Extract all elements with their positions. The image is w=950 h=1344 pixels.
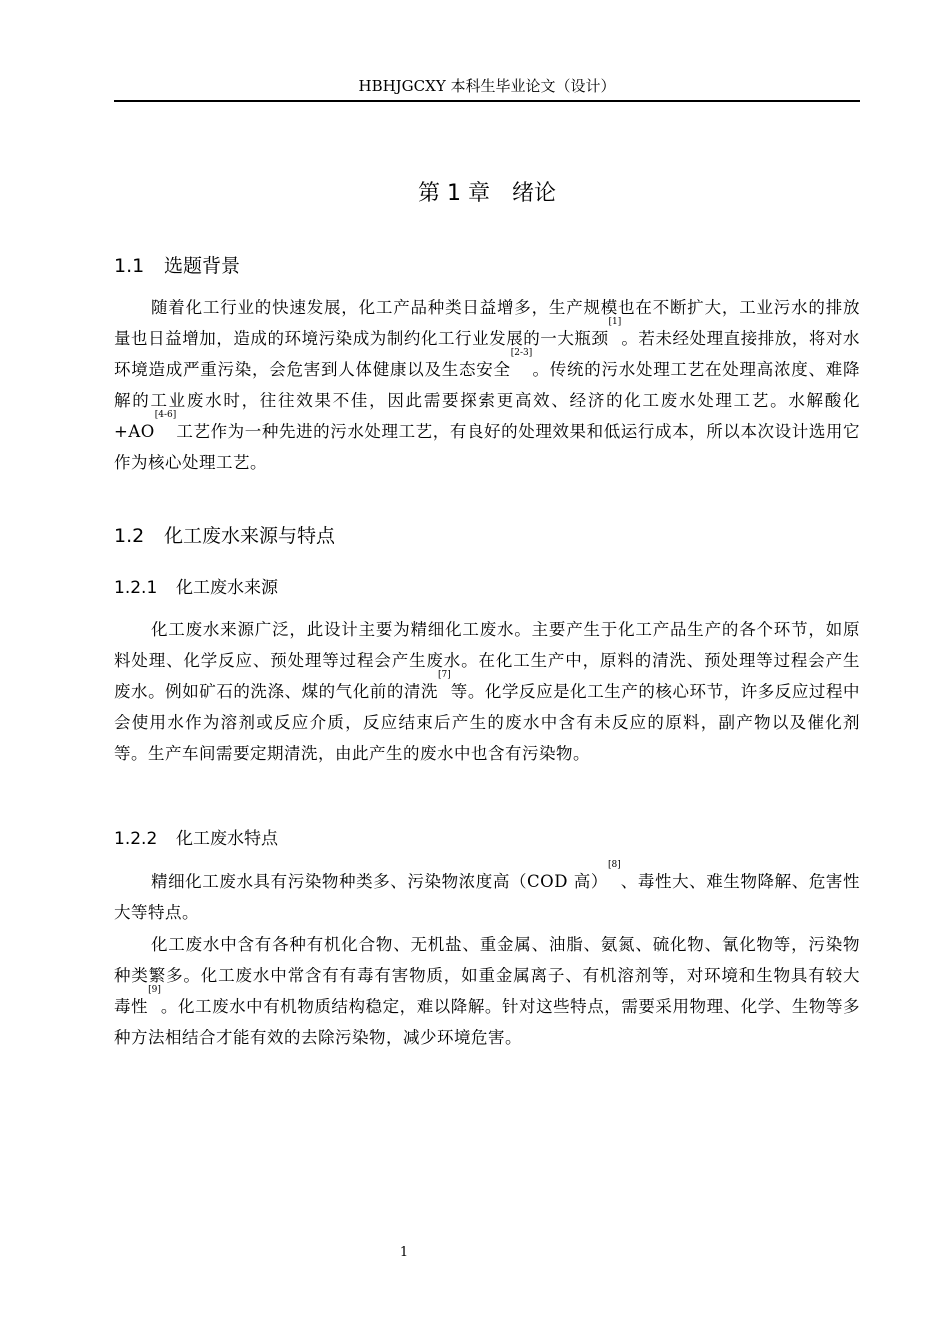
subsection-title: 化工废水来源 (176, 578, 278, 598)
subsection-heading-1-2-1 (114, 575, 278, 601)
paragraph-text: 。化工废水中有机物质结构稳定，难以降解。针对这些特点，需要采用物理、化学、生物等多种方法相结合才能有效的去除污染物，减少环境危害。 (114, 997, 861, 1047)
subsection-heading-1-2-2 (114, 826, 278, 852)
paragraph-text: 等。化学反应是化工生产的核心环节，许多反应过程中会使用水作为溶剂或反应介质，反应结束后产生的废水中含有未反应的原料，副产物以及催化剂等。生产车间需要定期清洗，由此产生的废水中也含有污染物。 (114, 682, 861, 763)
paragraph-text: 化工废水中含有各种有机化合物、无机盐、重金属、油脂、氨氮、硫化物、氰化物等，污染物种类繁多。化工废水中常含有有毒有害物质，如重金属离子、有机溶剂等，对环境和生物具有较大毒性 (114, 935, 860, 1016)
citation: [7] (438, 670, 451, 680)
section-heading-1-1 (114, 252, 240, 280)
citation: [9] (148, 985, 161, 995)
paragraph-text: 化工废水来源广泛，此设计主要为精细化工废水。主要产生于化工产品生产的各个环节，如原料处理、化学反应、预处理等过程会产生废水。在化工生产中，原料的清洗、预处理等过程会产生废水。例如矿石的洗涤、煤的气化前的清洗 (114, 620, 860, 701)
citation: [1] (608, 317, 622, 327)
paragraph-text: 随着化工行业的快速发展，化工产品种类日益增多，生产规模也在不断扩大，工业污水的排放量也日益增加，造成的环境污染成为制约化工行业发展的一大瓶颈 (114, 298, 860, 348)
paragraph-text: 工艺作为一种先进的污水处理工艺，有良好的处理效果和低运行成本，所以本次设计选用它作为核心处理工艺。 (114, 422, 860, 472)
subsection-number: 1.2.2 (114, 829, 158, 849)
citation: [8] (607, 860, 621, 870)
paragraph-text: 、毒性大、难生物降解、危害性大等特点。 (114, 872, 860, 922)
paragraph-text: 。传统的污水处理工艺在处理高浓度、难降解的工业废水时，往往效果不佳，因此需要探索更高效、经济的化工废水处理工艺。水解酸化+AO (114, 360, 861, 441)
paragraph-pollutants (114, 929, 860, 1053)
paragraph-text: 精细化工废水具有污染物种类多、污染物浓度高（COD 高） (151, 872, 608, 891)
paragraph-characteristics (114, 860, 860, 928)
running-header: HBHJGCXY 本科生毕业论文（设计） (358, 77, 616, 95)
citation: [4-6] (154, 410, 177, 420)
section-title: 化工废水来源与特点 (164, 525, 336, 547)
paragraph-sources (114, 614, 860, 769)
page-number: 1 (399, 1245, 409, 1260)
citation: [2-3] (510, 348, 533, 358)
chapter-title (114, 178, 860, 210)
paragraph-background (114, 292, 860, 478)
subsection-number: 1.2.1 (114, 578, 158, 598)
chapter-number: 第 1 章 (418, 181, 490, 206)
paragraph-text: 。若未经处理直接排放，将对水环境造成严重污染，会危害到人体健康以及生态安全 (114, 329, 861, 379)
section-number: 1.2 (114, 525, 145, 547)
header-rule (114, 100, 860, 102)
chapter-name: 绪论 (511, 181, 556, 206)
section-title: 选题背景 (164, 255, 241, 277)
section-number: 1.1 (114, 255, 145, 277)
subsection-title: 化工废水特点 (176, 829, 278, 849)
section-heading-1-2 (114, 522, 335, 550)
